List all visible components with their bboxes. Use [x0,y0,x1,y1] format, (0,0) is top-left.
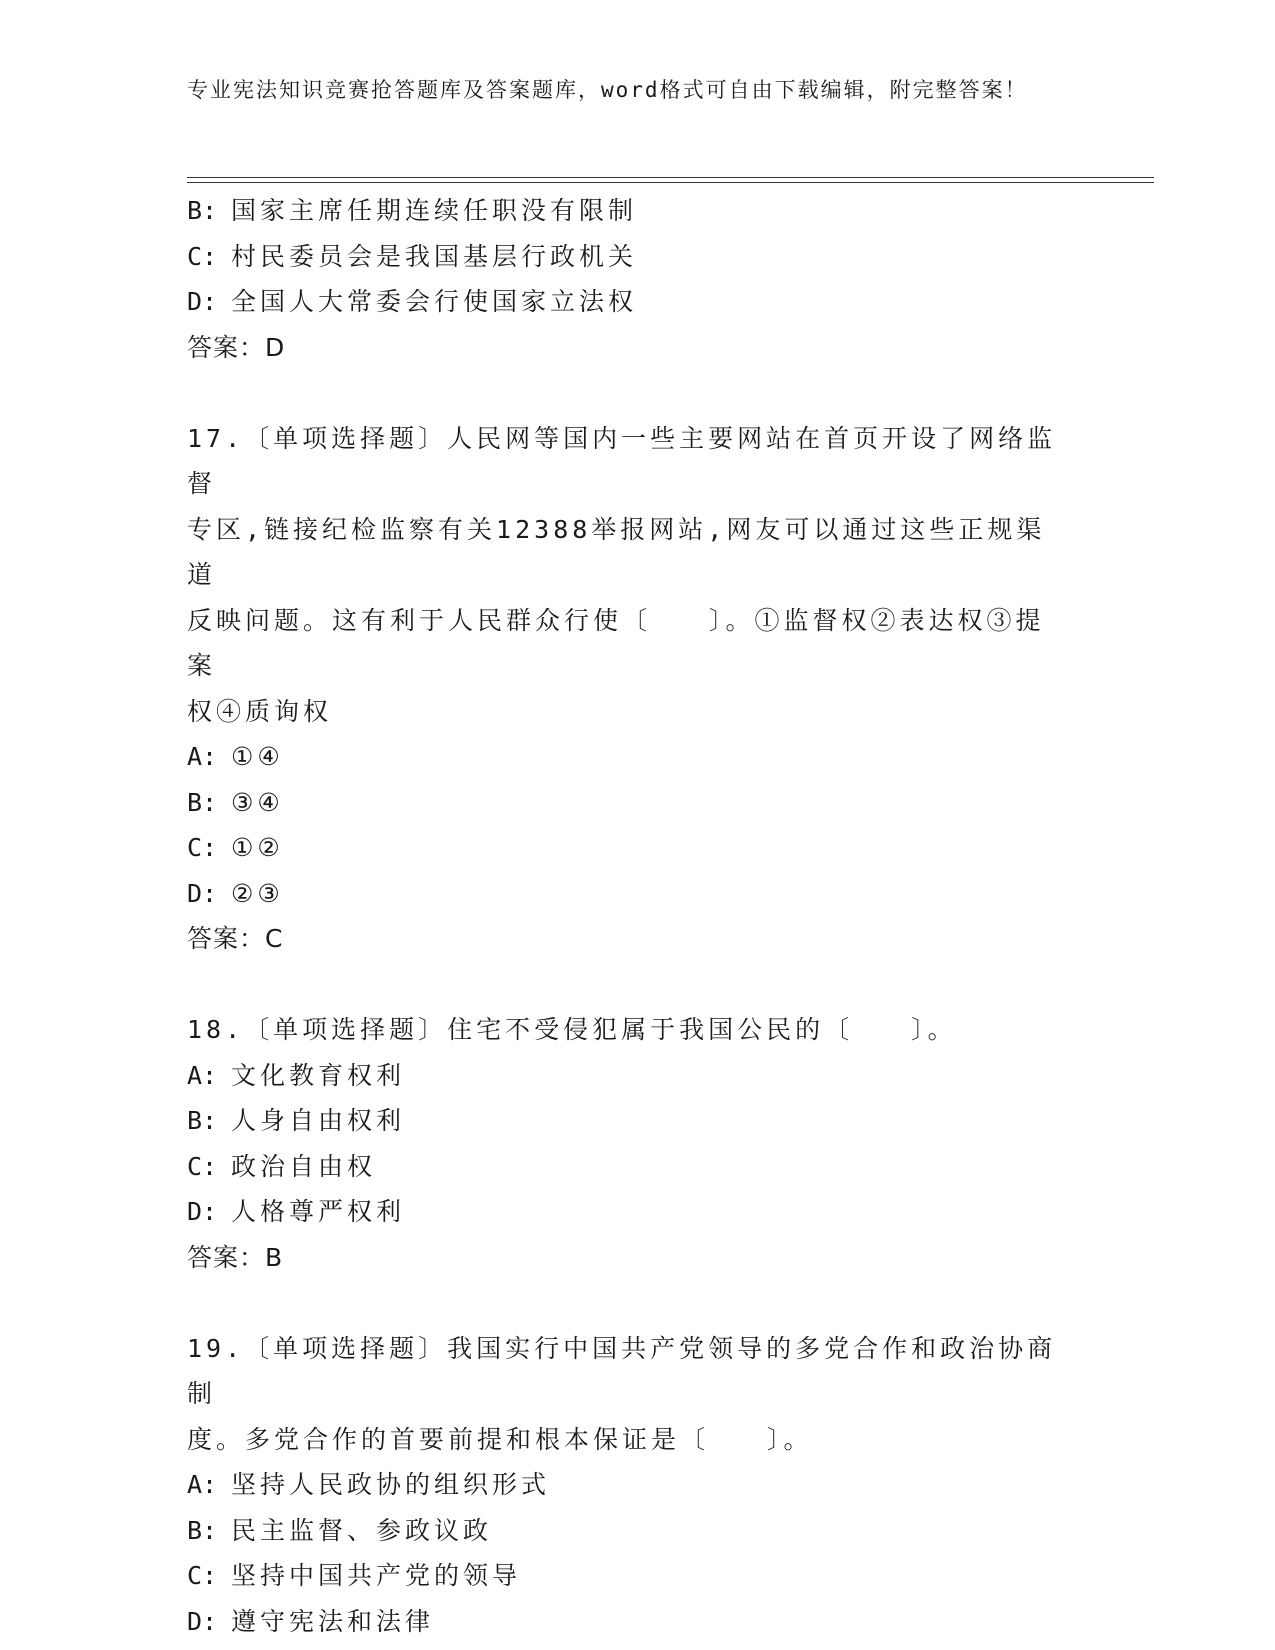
option-letter: D: [187,1606,218,1636]
option-letter: C: [187,241,218,271]
option-text: 文化教育权利 [231,1060,406,1090]
question-stem-line: 17.〔单项选择题〕人民网等国内一些主要网站在首页开设了网络监督 [187,423,1057,498]
question-list [187,188,1087,1644]
option-letter: A: [187,1470,218,1499]
answer-line: 答案：C [187,924,284,953]
option-text: ①④ [231,742,284,771]
option-text: ③④ [231,787,284,817]
question-16 [187,188,1087,370]
question-18 [187,1007,1087,1280]
option-a [187,734,1087,780]
option-text: 国家主席任期连续任职没有限制 [231,196,638,225]
option-d [187,1189,1087,1235]
option-text: 坚持人民政协的组织形式 [231,1470,551,1499]
question-stem-line: 18.〔单项选择题〕住宅不受侵犯属于我国公民的〔 〕。 [187,1015,957,1044]
question-17 [187,416,1087,962]
question-stem-line: 19.〔单项选择题〕我国实行中国共产党领导的多党合作和政治协商制 [187,1333,1057,1408]
option-letter: C: [187,1561,218,1590]
option-text: 人身自由权利 [231,1106,406,1135]
option-text: 村民委员会是我国基层行政机关 [231,241,638,271]
option-c [187,825,1087,871]
question-19 [187,1326,1087,1645]
option-b [187,188,1087,234]
spacer [187,370,1087,416]
option-a [187,1053,1087,1099]
option-letter: B: [187,787,218,817]
option-d [187,871,1087,917]
option-text: 民主监督、参政议政 [231,1515,493,1545]
spacer [187,962,1087,1008]
question-stem-line: 权④质询权 [187,696,333,726]
question-stem-line: 反映问题。这有利于人民群众行使〔 〕。①监督权②表达权③提案 [187,605,1045,680]
option-c [187,1553,1087,1599]
option-d [187,279,1087,325]
answer-line: 答案：B [187,1242,284,1272]
option-b [187,1098,1087,1144]
option-text: 政治自由权 [231,1151,377,1181]
option-text: 人格尊严权利 [231,1197,406,1226]
option-text: ①② [231,833,284,862]
option-text: ②③ [231,878,284,908]
option-letter: D: [187,1197,218,1226]
option-c [187,234,1087,280]
option-c [187,1144,1087,1190]
spacer [187,1280,1087,1326]
document-header: 专业宪法知识竞赛抢答题库及答案题库，word格式可自由下载编辑，附完整答案！ [187,78,1028,102]
option-text: 遵守宪法和法律 [231,1606,435,1636]
question-stem-line: 度。多党合作的首要前提和根本保证是〔 〕。 [187,1424,813,1454]
option-letter: B: [187,1515,218,1545]
question-stem-line: 专区,链接纪检监察有关12388举报网站,网友可以通过这些正规渠道 [187,514,1046,589]
option-d [187,1599,1087,1645]
option-b [187,780,1087,826]
option-text: 全国人大常委会行使国家立法权 [231,287,638,316]
option-letter: B: [187,196,218,225]
option-a [187,1462,1087,1508]
option-letter: C: [187,833,218,862]
option-b [187,1508,1087,1554]
option-letter: A: [187,742,218,771]
option-letter: A: [187,1060,218,1090]
option-letter: B: [187,1106,218,1135]
answer-line: 答案：D [187,332,286,362]
header-divider-top [187,177,1154,178]
option-letter: C: [187,1151,218,1181]
header-divider-bottom [187,182,1154,183]
option-text: 坚持中国共产党的领导 [231,1561,522,1590]
option-letter: D: [187,878,218,908]
option-letter: D: [187,287,218,316]
